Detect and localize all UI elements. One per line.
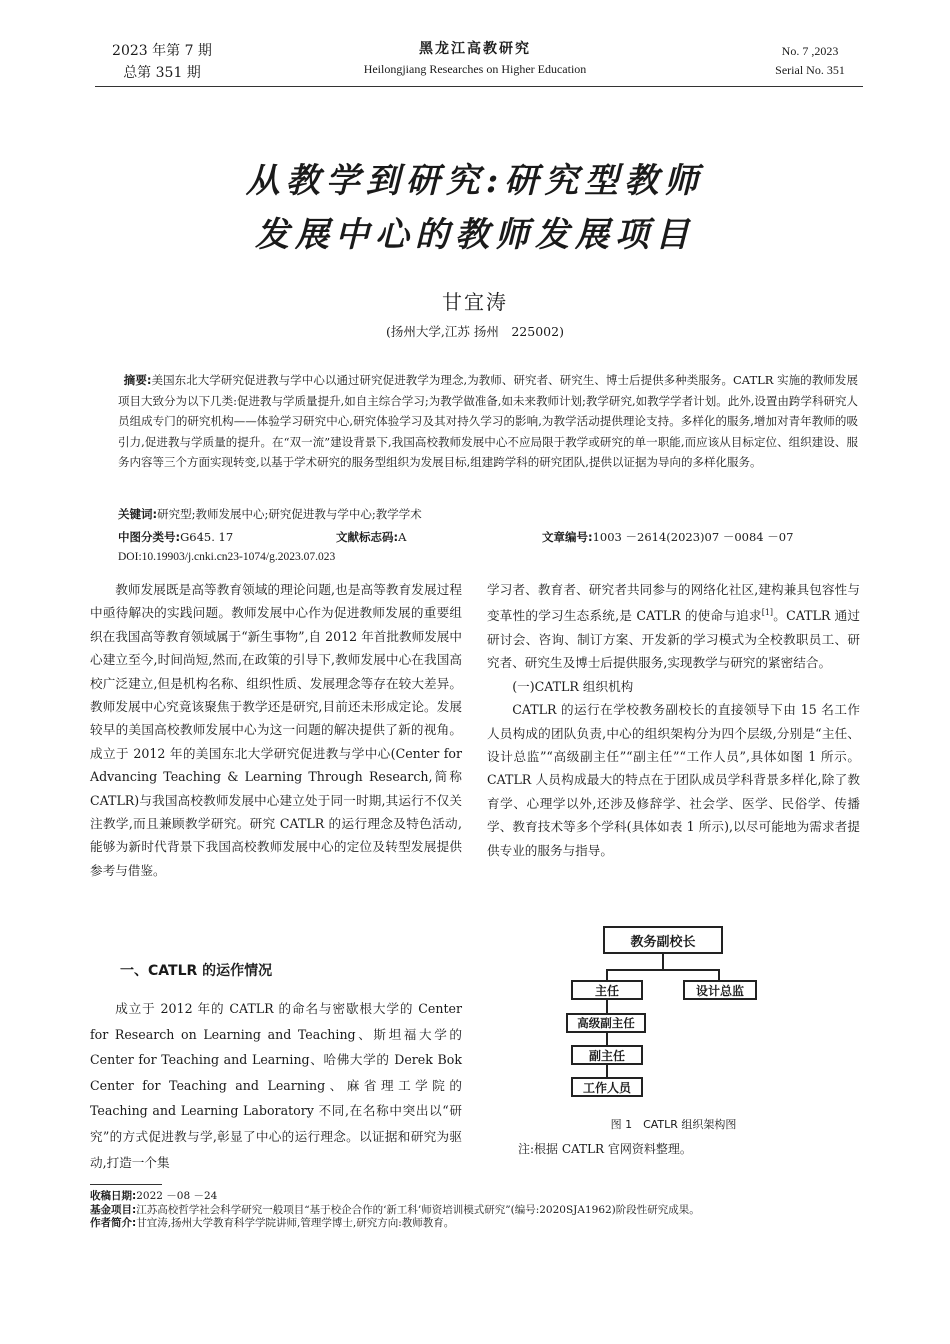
reference-marker: [1] [761,608,774,618]
journal-title-cn: 黑龙江高教研究 [419,41,531,57]
doc-code-label: 文献标志码: [336,530,399,544]
serial-number-en: Serial No. 351 [775,63,845,77]
doi: DOI:10.19903/j.cnki.cn23-1074/g.2023.07.023 [118,551,336,563]
org-box-deputy-director: 副主任 [571,1045,643,1065]
issue-info-en [740,42,880,80]
keywords-text: 研究型;教师发展中心;研究促进教与学中心;教学学术 [157,507,422,521]
received-date: 收稿日期:2022 －08 －24 [90,1190,218,1202]
keywords-label: 关键词: [118,507,158,521]
author-bio: 作者简介:甘宜涛,扬州大学教育科学学院讲师,管理学博士,研究方向:教师教育。 [90,1217,455,1229]
left-column-section [90,996,462,1175]
org-connector [662,954,664,970]
title-line-1: 从教学到研究:研究型教师 [245,161,705,201]
article-id-label: 文章编号: [542,530,593,544]
doc-code-value: A [398,530,407,544]
continued-paragraph: 学习者、教育者、研究者共同参与的网络化社区,建构兼具包容性与变革性的学习生态系统,是 CATLR 的使命与追求[1]。CATLR 通过研讨会、咨询、制订方案、开发新的学习模式为全校教职员工、研究者、研究生及博士后提供服务,实现教学与研究的紧密结合。 [487,582,860,671]
org-box-senior-deputy: 高级副主任 [566,1013,646,1033]
section-heading: 一、CATLR 的运作情况 [120,963,273,979]
issue-number: 2023 年第 7 期 [112,43,212,59]
figure-caption: 图 1 CATLR 组织架构图 [610,1118,737,1131]
section-paragraph: 成立于 2012 年的 CATLR 的命名与密歇根大学的 Center for Research on Learning and Teaching、斯坦福大学的 Center for Teaching and Learning、哈佛大学的 Derek Bok Center for Teaching and Learning、麻省理工学院的 Teaching and Learning Laboratory 不同,在名称中突出以“研究”的方式促进教与学,彰显了中心的运行理念。以证据和研究为驱动,打造一个集 [90,1001,462,1170]
org-connector [606,1000,608,1013]
org-connector [606,1065,608,1077]
footnote-divider [90,1184,162,1185]
keywords [118,504,858,524]
article-title [0,154,950,262]
org-box-staff: 工作人员 [571,1077,643,1097]
title-line-2: 发展中心的教师发展项目 [255,215,695,255]
abstract-label: 摘要: [123,373,152,387]
clc-label: 中图分类号: [118,530,181,544]
org-connector [606,1033,608,1045]
subsection-heading: (一)CATLR 组织机构 [512,678,634,694]
structure-paragraph: CATLR 的运行在学校教务副校长的直接领导下由 15 名工作人员构成的团队负责,中心的组织架构分为四个层级,分别是“主任、设计总监”“高级副主任”“副主任”“工作人员”,具体如图 1 所示。CATLR 人员构成最大的特点在于团队成员学科背景多样化,除了教育学、心理学以外,还涉及修辞学、社会学、医学、民俗学、传播学、教育技术等多个学科(具体如表 1 所示),以尽可能地为需求者提供专业的服务与指导。 [487,702,860,858]
figure-note: 注:根据 CATLR 官网资料整理。 [518,1142,692,1156]
org-box-design-director: 设计总监 [683,980,757,1000]
issue-number-en: No. 7 ,2023 [781,44,839,58]
author-affiliation: (扬州大学,江苏 扬州 225002) [386,324,564,339]
funding-note: 基金项目:江苏高校哲学社会科学研究一般项目“基于校企合作的‘新工科’师资培训模式研究”(编号:2020SJA1962)阶段性研究成果。 [90,1203,700,1216]
header-divider [95,86,863,87]
right-column [487,578,860,862]
org-box-vice-president: 教务副校长 [603,926,723,954]
clc-value: G645. 17 [180,530,234,544]
left-column-intro [90,578,462,882]
serial-number: 总第 351 期 [123,65,201,81]
abstract-text: 美国东北大学研究促进教与学中心以通过研究促进教学为理念,为教师、研究者、研究生、博士后提供多种类服务。CATLR 实施的教师发展项目大致分为以下几类:促进教与学质量提升,如自主综合学习;为教学做准备,如未来教师计划;教学研究,如教学学者计划。此外,设置由跨学科研究人员组成专门的研究机构——体验学习研究中心,研究体验学习及其对持久学习的影响,为教学活动提供理论支持。多样化的服务,增加对青年教师的吸引力,促进教与学质量的提升。在“双一流”建设背景下,我国高校教师发展中心不应局限于教学或研究的单一职能,而应该从目标定位、组织建设、服务内容等三个方面实现转变,以基于学术研究的服务型组织为发展目标,组建跨学科的研究团队,提供以证据为导向的多样化服务。 [118,373,858,470]
org-connector [606,969,720,971]
org-box-director: 主任 [571,980,643,1000]
abstract [118,370,858,473]
footnotes [90,1190,860,1231]
author-name: 甘宜涛 [442,290,508,314]
article-id-value: 1003 －2614(2023)07 －0084 －07 [592,530,794,544]
journal-title-en: Heilongjiang Researches on Higher Education [363,62,587,76]
intro-paragraph: 教师发展既是高等教育领域的理论问题,也是高等教育发展过程中亟待解决的实践问题。教师发展中心作为促进教师发展的重要组织在我国高等教育领域属于“新生事物”,自 2012 年首批教师发展中心建立至今,时间尚短,然而,在政策的引导下,教师发展中心在我国高校广泛建立,但是机构名称、组织性质、发展理念等存在较大差异。教师发展中心究竟该聚焦于教学还是研究,目前还未形成定论。发展较早的美国高校教师发展中心为这一问题的解决提供了新的视角。成立于 2012 年的美国东北大学研究促进教与学中心(Center for Advancing Teaching & Learning Through Research,简称 CATLR)与我国高校教师发展中心建立处于同一时期,其运行不仅关注教学,而且兼顾教学研究。研究 CATLR 的运行理念及特色活动,能够为新时代背景下我国高校教师发展中心的定位及转型发展提供参考与借鉴。 [90,582,462,878]
